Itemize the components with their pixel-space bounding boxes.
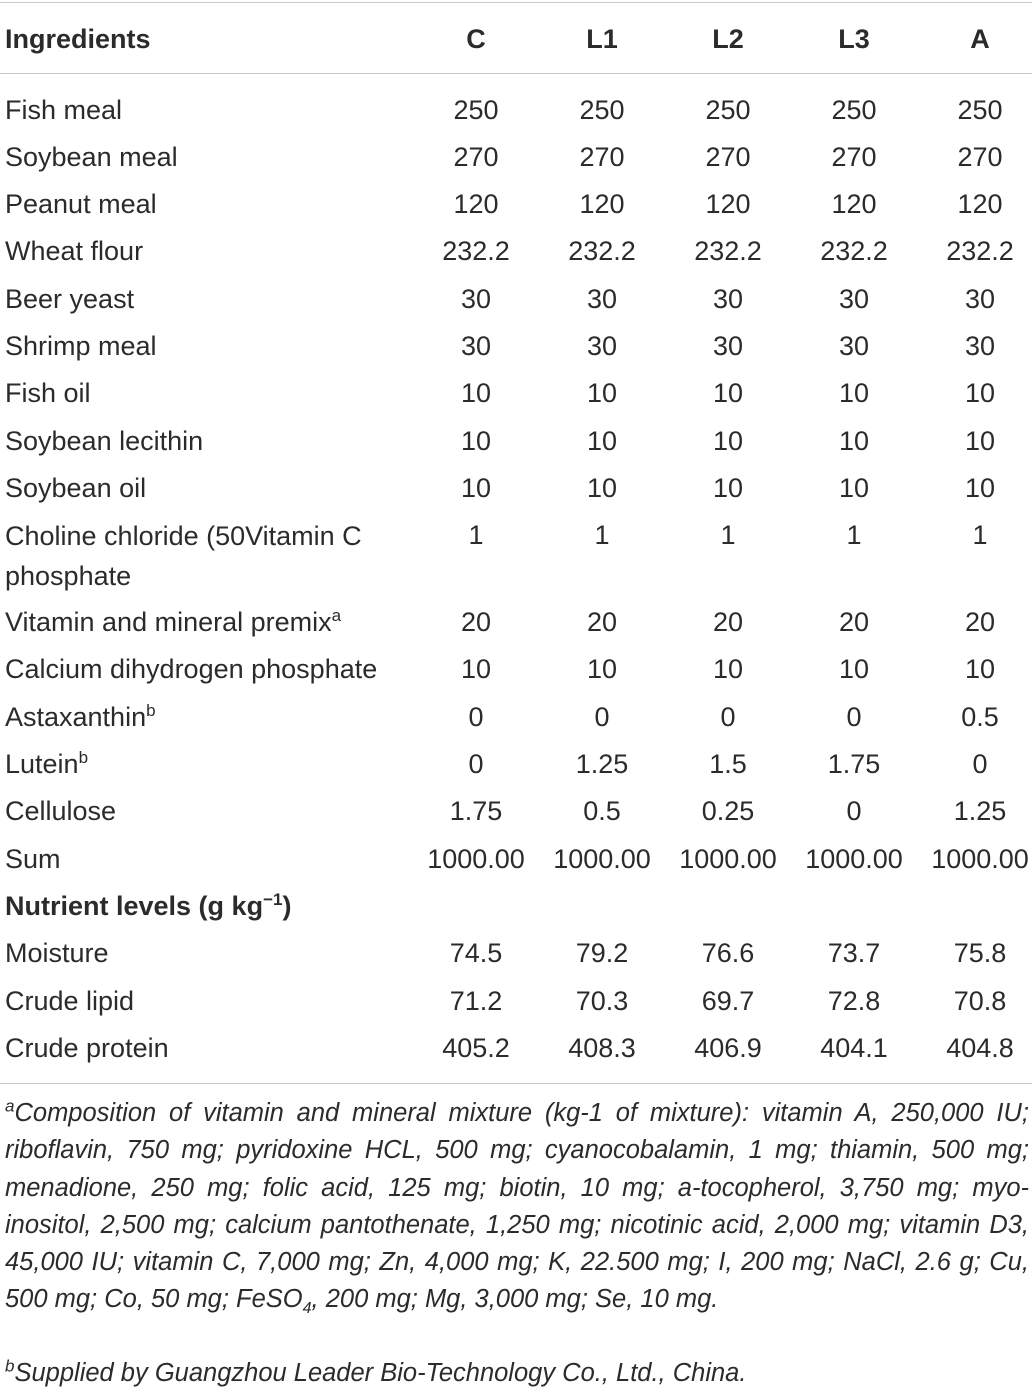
value-a: 10 xyxy=(964,378,996,408)
value-c: 0 xyxy=(468,702,484,732)
ingredient-name xyxy=(5,599,341,646)
footnote-a xyxy=(5,1095,1029,1319)
table-row xyxy=(0,646,1036,693)
ingredient-name: Soybean meal xyxy=(5,142,178,172)
value-l2: 30 xyxy=(712,331,744,361)
nutrient-heading-exponent: −1 xyxy=(263,890,283,909)
value-c: 10 xyxy=(460,378,492,408)
value-l3: 120 xyxy=(831,189,877,219)
value-l2: 1000.00 xyxy=(679,844,777,874)
value-a: 270 xyxy=(957,142,1003,172)
ingredient-name: Fish meal xyxy=(5,95,123,125)
ingredient-name xyxy=(5,694,156,741)
value-c: 232.2 xyxy=(442,236,510,266)
value-l1: 408.3 xyxy=(568,1033,636,1063)
table-row xyxy=(0,599,1036,646)
footnote-marker-a: a xyxy=(331,606,342,625)
nutrient-name: Moisture xyxy=(5,938,109,968)
value-l2: 0 xyxy=(720,702,736,732)
ingredient-name: Calcium dihydrogen phosphate xyxy=(5,654,378,684)
value-l2: 1 xyxy=(720,520,736,550)
value-l3: 0 xyxy=(846,796,862,826)
value-a: 30 xyxy=(964,331,996,361)
nutrient-name: Crude lipid xyxy=(5,986,135,1016)
table-row xyxy=(0,276,1036,323)
footnote-a-marker: a xyxy=(5,1096,15,1116)
value-l1: 10 xyxy=(586,378,618,408)
table-bottom-rule xyxy=(0,1083,1032,1084)
header-c: C xyxy=(466,24,486,54)
value-l1: 1000.00 xyxy=(553,844,651,874)
value-c: 30 xyxy=(460,331,492,361)
value-c: 10 xyxy=(460,654,492,684)
nutrient-row xyxy=(0,978,1036,1025)
nutrient-levels-heading-row xyxy=(0,883,1036,930)
header-a: A xyxy=(970,24,990,54)
value-l1: 1.25 xyxy=(575,749,629,779)
value-c: 405.2 xyxy=(442,1033,510,1063)
value-l2: 20 xyxy=(712,607,744,637)
value-c: 10 xyxy=(460,426,492,456)
value-a: 250 xyxy=(957,95,1003,125)
ingredient-name: Cellulose xyxy=(5,796,117,826)
value-l3: 0 xyxy=(846,702,862,732)
value-l3: 72.8 xyxy=(827,986,881,1016)
value-c: 270 xyxy=(453,142,499,172)
footnote-b xyxy=(5,1355,1029,1392)
value-a: 10 xyxy=(964,654,996,684)
footnote-marker-b: b xyxy=(146,701,156,720)
value-c: 30 xyxy=(460,284,492,314)
value-l1: 70.3 xyxy=(575,986,629,1016)
value-l3: 1 xyxy=(846,520,862,550)
value-l2: 10 xyxy=(712,654,744,684)
nutrient-name: Crude protein xyxy=(5,1033,169,1063)
value-c: 1.75 xyxy=(449,796,503,826)
value-l2: 69.7 xyxy=(701,986,755,1016)
value-l2: 270 xyxy=(705,142,751,172)
value-a: 1000.00 xyxy=(931,844,1029,874)
table-row xyxy=(0,323,1036,370)
table-row xyxy=(0,228,1036,275)
value-l1: 232.2 xyxy=(568,236,636,266)
value-a: 10 xyxy=(964,473,996,503)
header-l3: L3 xyxy=(838,24,870,54)
value-c: 120 xyxy=(453,189,499,219)
nutrient-row xyxy=(0,930,1036,977)
footnote-a-text: Composition of vitamin and mineral mixture (kg-1 of mixture): vitamin A, 250,000 IU; riboflavin, 750 mg; pyridoxine HCL, 500 mg; cyanocobalamin, 1 mg; thiamin, 500 mg; menadione, 250 mg; folic acid, 125 mg; biotin, 10 mg; a-tocopherol, 3,750 mg; myo-inositol, 2,500 mg; calcium pantothenate, 1,250 mg; nicotinic acid, 2,000 mg; vitamin D3, 45,000 IU; vitamin C, 7,000 mg; Zn, 4,000 mg; K, 22.500 mg; I, 200 mg; NaCl, 2.6 g; Cu, 500 mg; Co, 50 mg; FeSO xyxy=(5,1099,1029,1314)
value-a: 120 xyxy=(957,189,1003,219)
table-row xyxy=(0,741,1036,788)
ingredient-name: Soybean lecithin xyxy=(5,426,204,456)
value-a: 0.5 xyxy=(961,702,999,732)
ingredient-name: Beer yeast xyxy=(5,284,135,314)
value-l3: 20 xyxy=(838,607,870,637)
value-a: 0 xyxy=(972,749,988,779)
value-l3: 10 xyxy=(838,654,870,684)
value-l2: 76.6 xyxy=(701,938,755,968)
ingredient-name: Soybean oil xyxy=(5,473,147,503)
value-c: 71.2 xyxy=(449,986,503,1016)
value-a: 20 xyxy=(964,607,996,637)
value-l2: 232.2 xyxy=(694,236,762,266)
nutrient-heading-text: Nutrient levels (g kg xyxy=(5,891,264,921)
table-row xyxy=(0,87,1036,134)
ingredient-name: Sum xyxy=(5,844,61,874)
footnote-a-text-end: , 200 mg; Mg, 3,000 mg; Se, 10 mg. xyxy=(311,1285,719,1314)
value-l1: 120 xyxy=(579,189,625,219)
value-l2: 10 xyxy=(712,426,744,456)
ingredient-name: Choline chloride (50Vitamin C phosphate xyxy=(5,521,362,591)
value-c: 250 xyxy=(453,95,499,125)
ingredient-label: Lutein xyxy=(5,749,79,779)
value-l1: 10 xyxy=(586,426,618,456)
value-l3: 30 xyxy=(838,331,870,361)
value-l3: 250 xyxy=(831,95,877,125)
value-a: 232.2 xyxy=(946,236,1014,266)
value-a: 404.8 xyxy=(946,1033,1014,1063)
value-l2: 250 xyxy=(705,95,751,125)
value-l1: 250 xyxy=(579,95,625,125)
value-c: 74.5 xyxy=(449,938,503,968)
value-l3: 30 xyxy=(838,284,870,314)
ingredient-name: Peanut meal xyxy=(5,189,157,219)
ingredient-label: Vitamin and mineral premix xyxy=(5,607,332,637)
value-a: 70.8 xyxy=(953,986,1007,1016)
ingredient-name: Shrimp meal xyxy=(5,331,157,361)
value-l2: 30 xyxy=(712,284,744,314)
value-a: 1.25 xyxy=(953,796,1007,826)
value-a: 75.8 xyxy=(953,938,1007,968)
value-a: 30 xyxy=(964,284,996,314)
value-c: 1000.00 xyxy=(427,844,525,874)
table-row xyxy=(0,134,1036,181)
value-c: 0 xyxy=(468,749,484,779)
value-l1: 270 xyxy=(579,142,625,172)
value-l2: 406.9 xyxy=(694,1033,762,1063)
value-a: 1 xyxy=(972,520,988,550)
value-l1: 0.5 xyxy=(583,796,621,826)
header-l2: L2 xyxy=(712,24,744,54)
table-row-sum xyxy=(0,836,1036,883)
value-l3: 1.75 xyxy=(827,749,881,779)
header-l1: L1 xyxy=(586,24,618,54)
value-l3: 10 xyxy=(838,426,870,456)
nutrient-levels-heading xyxy=(5,883,291,930)
value-l3: 73.7 xyxy=(827,938,881,968)
table-row xyxy=(0,181,1036,228)
value-l3: 10 xyxy=(838,378,870,408)
value-c: 10 xyxy=(460,473,492,503)
value-l2: 1.5 xyxy=(709,749,747,779)
value-l1: 0 xyxy=(594,702,610,732)
value-c: 1 xyxy=(468,520,484,550)
value-l3: 232.2 xyxy=(820,236,888,266)
value-l2: 10 xyxy=(712,473,744,503)
table-row xyxy=(0,694,1036,741)
ingredient-label: Astaxanthin xyxy=(5,702,147,732)
value-l2: 0.25 xyxy=(701,796,755,826)
value-l1: 30 xyxy=(586,284,618,314)
value-l1: 1 xyxy=(594,520,610,550)
ingredient-name: Wheat flour xyxy=(5,236,144,266)
table-row xyxy=(0,465,1036,512)
table-row xyxy=(0,418,1036,465)
value-l3: 1000.00 xyxy=(805,844,903,874)
value-c: 20 xyxy=(460,607,492,637)
ingredient-name xyxy=(5,741,88,788)
value-l1: 30 xyxy=(586,331,618,361)
value-l1: 20 xyxy=(586,607,618,637)
value-l2: 120 xyxy=(705,189,751,219)
value-l2: 10 xyxy=(712,378,744,408)
table-row xyxy=(0,370,1036,417)
header-rule xyxy=(0,73,1032,74)
value-l1: 10 xyxy=(586,473,618,503)
table-row xyxy=(0,512,1036,599)
value-l3: 270 xyxy=(831,142,877,172)
nutrient-row xyxy=(0,1025,1036,1072)
value-l3: 10 xyxy=(838,473,870,503)
value-l1: 10 xyxy=(586,654,618,684)
table-row xyxy=(0,788,1036,835)
nutrient-heading-close: ) xyxy=(282,891,292,921)
footnote-marker-b: b xyxy=(78,748,89,767)
value-l1: 79.2 xyxy=(575,938,629,968)
value-a: 10 xyxy=(964,426,996,456)
value-l3: 404.1 xyxy=(820,1033,888,1063)
header-ingredients: Ingredients xyxy=(5,24,151,54)
footnote-a-subscript: 4 xyxy=(302,1300,312,1318)
table-header-row xyxy=(0,16,1036,63)
footnote-b-text: Supplied by Guangzhou Leader Bio-Technology Co., Ltd., China. xyxy=(14,1359,747,1387)
ingredient-name: Fish oil xyxy=(5,378,91,408)
footnote-b-marker: b xyxy=(5,1356,15,1376)
table-top-rule xyxy=(0,2,1032,3)
